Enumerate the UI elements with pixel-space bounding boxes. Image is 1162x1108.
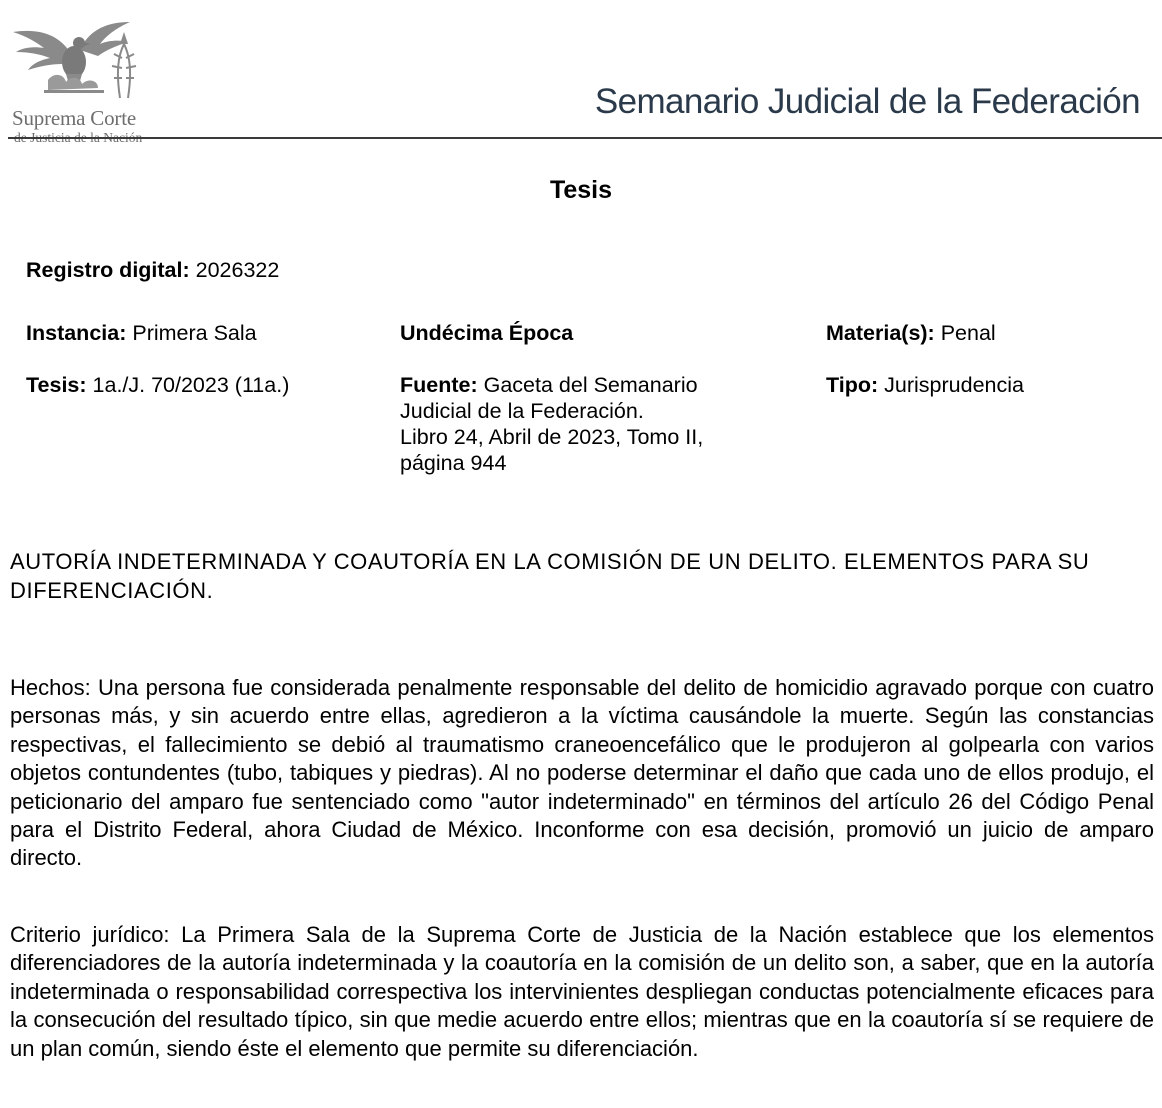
tipo	[826, 372, 1024, 398]
instancia-label: Instancia:	[26, 321, 127, 345]
materia-value: Penal	[940, 321, 996, 345]
epoca	[400, 320, 573, 346]
tipo-label: Tipo:	[826, 373, 879, 397]
fuente	[400, 372, 800, 476]
document-type-heading: Tesis	[549, 176, 613, 204]
materia	[826, 320, 996, 346]
tesis-number	[26, 372, 289, 398]
scjn-logo	[8, 14, 158, 145]
fuente-line-4: página 944	[400, 451, 507, 475]
instancia-value: Primera Sala	[132, 321, 257, 345]
tesis-value: 1a./J. 70/2023 (11a.)	[92, 373, 290, 397]
fuente-line-2: Judicial de la Federación.	[400, 399, 644, 423]
tesis-label: Tesis:	[26, 373, 87, 397]
fuente-label: Fuente:	[400, 373, 478, 397]
epoca-value: Undécima Época	[400, 321, 574, 345]
registro-value: 2026322	[195, 258, 280, 282]
page-header	[0, 0, 1162, 145]
fuente-line-3: Libro 24, Abril de 2023, Tomo II,	[400, 425, 704, 449]
fuente-line-1: Gaceta del Semanario	[483, 373, 698, 397]
logo-name: Suprema Corte	[12, 106, 136, 130]
header-divider	[8, 137, 1162, 139]
hechos-paragraph: Hechos: Una persona fue considerada penalmente responsable del delito de homicidio agravado porque con cuatro personas más, y sin acuerdo entre ellas, agredieron a la víctima causándole la muerte. Según las constancias respectivas, el fallecimiento se debió al traumatismo craneoencefálico que le produjeron al golpearla con varios objetos contundentes (tubo, tabiques y piedras). Al no poderse determinar el daño que cada uno de ellos produjo, el peticionario del amparo fue sentenciado como "autor indeterminado" en términos del artículo 26 del Código Penal para el Distrito Federal, ahora Ciudad de México. Inconforme con esa decisión, promovió un juicio de amparo directo.	[10, 675, 1154, 871]
thesis-heading: AUTORÍA INDETERMINADA Y COAUTORÍA EN LA COMISIÓN DE UN DELITO. ELEMENTOS PARA SU DIFERENCIACIÓN.	[10, 549, 1090, 603]
tipo-value: Jurisprudencia	[884, 373, 1024, 397]
criterio-paragraph: Criterio jurídico: La Primera Sala de la Suprema Corte de Justicia de la Nación establece que los elementos diferenciadores de la autoría indeterminada y la coautoría en la comisión de un delito son, a saber, que en la autoría indeterminada o responsabilidad correspectiva los intervinientes despliegan conductas potencialmente eficaces para la consecución del resultado típico, sin que medie acuerdo entre ellos; mientras que en la coautoría sí se requiere de un plan común, siendo éste el elemento que permite su diferenciación.	[10, 922, 1154, 1061]
registro-digital	[26, 257, 279, 283]
instancia	[26, 320, 257, 346]
eagle-emblem-icon	[8, 14, 148, 104]
logo-subtitle: de Justicia de la Nación	[14, 130, 143, 145]
registro-label: Registro digital:	[26, 258, 190, 282]
materia-label: Materia(s):	[826, 321, 935, 345]
gazette-title: Semanario Judicial de la Federación	[594, 82, 1140, 121]
